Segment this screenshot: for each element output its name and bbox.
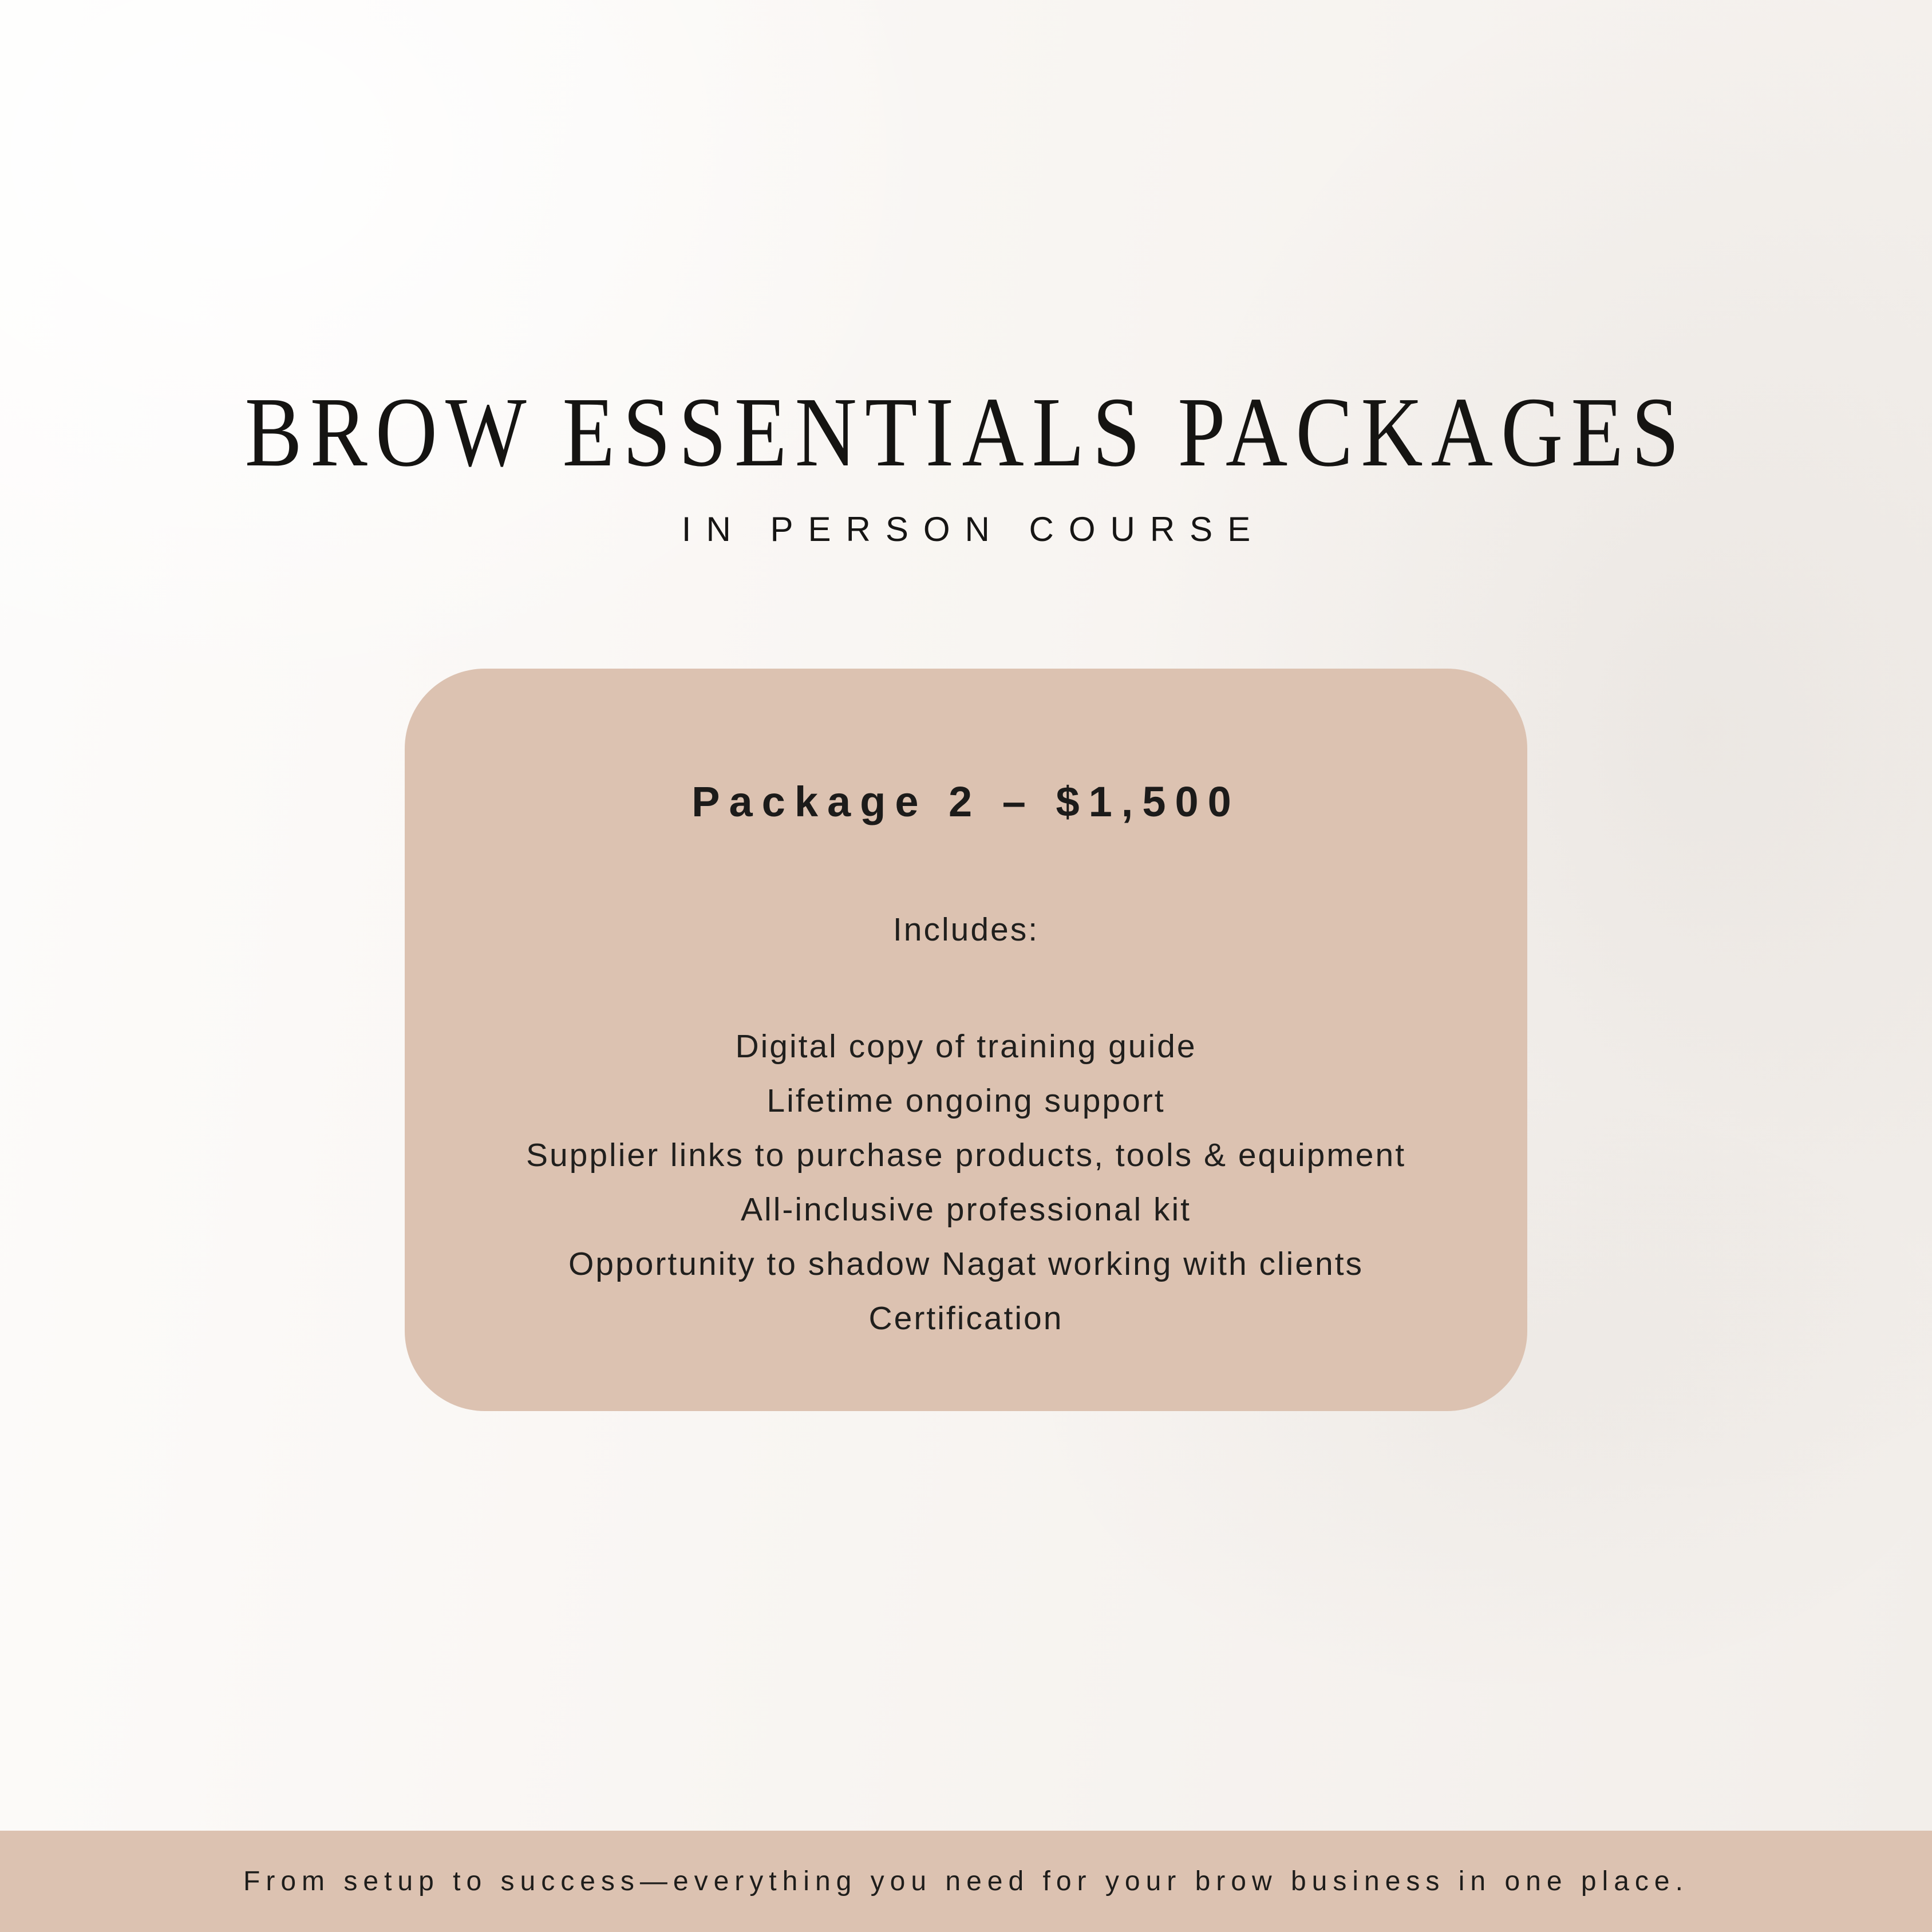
list-item: Certification xyxy=(868,1299,1064,1337)
package-item-list xyxy=(405,1019,1527,1345)
package-card xyxy=(405,669,1527,1411)
list-item: Lifetime ongoing support xyxy=(767,1082,1165,1119)
includes-label: Includes: xyxy=(892,911,1040,948)
list-item: Digital copy of training guide xyxy=(735,1028,1197,1065)
package-title: Package 2 – $1,500 xyxy=(692,777,1240,825)
footer-tagline: From setup to success—everything you need for your brow business in one place. xyxy=(243,1866,1689,1897)
footer-banner xyxy=(0,1831,1932,1932)
poster-header xyxy=(0,366,1932,498)
page-title: BROW ESSENTIALS PACKAGES xyxy=(244,377,1688,488)
poster-subheader xyxy=(0,503,1932,555)
list-item: All-inclusive professional kit xyxy=(741,1191,1191,1228)
list-item: Opportunity to shadow Nagat working with clients xyxy=(568,1245,1364,1282)
list-item: Supplier links to purchase products, tools & equipment xyxy=(526,1136,1406,1174)
page-subtitle: IN PERSON COURSE xyxy=(681,509,1266,548)
